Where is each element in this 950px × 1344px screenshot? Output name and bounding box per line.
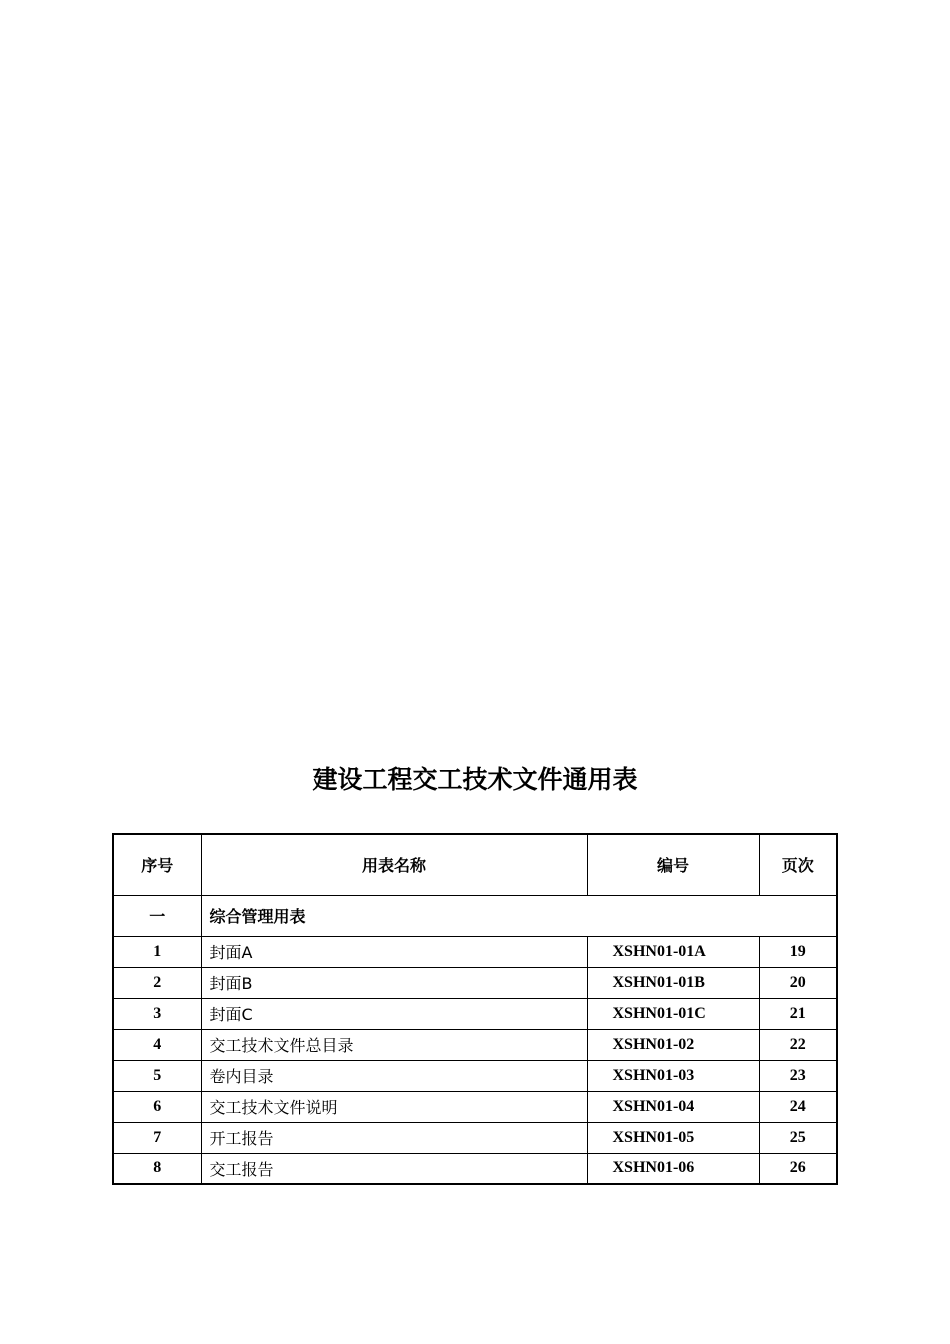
row-no: 7 [113,1122,201,1153]
row-name: 开工报告 [201,1122,587,1153]
row-page: 25 [759,1122,837,1153]
row-code: XSHN01-06 [587,1153,759,1184]
row-page: 26 [759,1153,837,1184]
row-name: 封面A [201,936,587,967]
row-code: XSHN01-01A [587,936,759,967]
row-page: 20 [759,967,837,998]
row-page: 24 [759,1091,837,1122]
table-row [113,967,837,998]
table-row [113,1029,837,1060]
row-code: XSHN01-01C [587,998,759,1029]
row-code: XSHN01-05 [587,1122,759,1153]
section-row [113,895,837,936]
table-row [113,1091,837,1122]
row-name: 封面C [201,998,587,1029]
row-no: 2 [113,967,201,998]
row-no: 8 [113,1153,201,1184]
section-name: 综合管理用表 [201,895,837,936]
row-name: 交工技术文件总目录 [201,1029,587,1060]
table-header-row [113,834,837,895]
row-code: XSHN01-04 [587,1091,759,1122]
row-name: 卷内目录 [201,1060,587,1091]
table-row [113,936,837,967]
header-page: 页次 [759,834,837,895]
header-no: 序号 [113,834,201,895]
row-name: 交工报告 [201,1153,587,1184]
row-no: 6 [113,1091,201,1122]
header-code: 编号 [587,834,759,895]
row-code: XSHN01-02 [587,1029,759,1060]
row-page: 22 [759,1029,837,1060]
row-no: 1 [113,936,201,967]
row-page: 21 [759,998,837,1029]
form-index-table [112,833,838,1185]
row-code: XSHN01-01B [587,967,759,998]
document-title: 建设工程交工技术文件通用表 [312,765,638,794]
table-row [113,998,837,1029]
row-code: XSHN01-03 [587,1060,759,1091]
row-page: 23 [759,1060,837,1091]
row-name: 封面B [201,967,587,998]
table-row [113,1060,837,1091]
header-name: 用表名称 [201,834,587,895]
row-no: 5 [113,1060,201,1091]
table-row [113,1122,837,1153]
row-no: 4 [113,1029,201,1060]
row-name: 交工技术文件说明 [201,1091,587,1122]
row-no: 3 [113,998,201,1029]
row-page: 19 [759,936,837,967]
section-no: 一 [113,895,201,936]
table-row [113,1153,837,1184]
